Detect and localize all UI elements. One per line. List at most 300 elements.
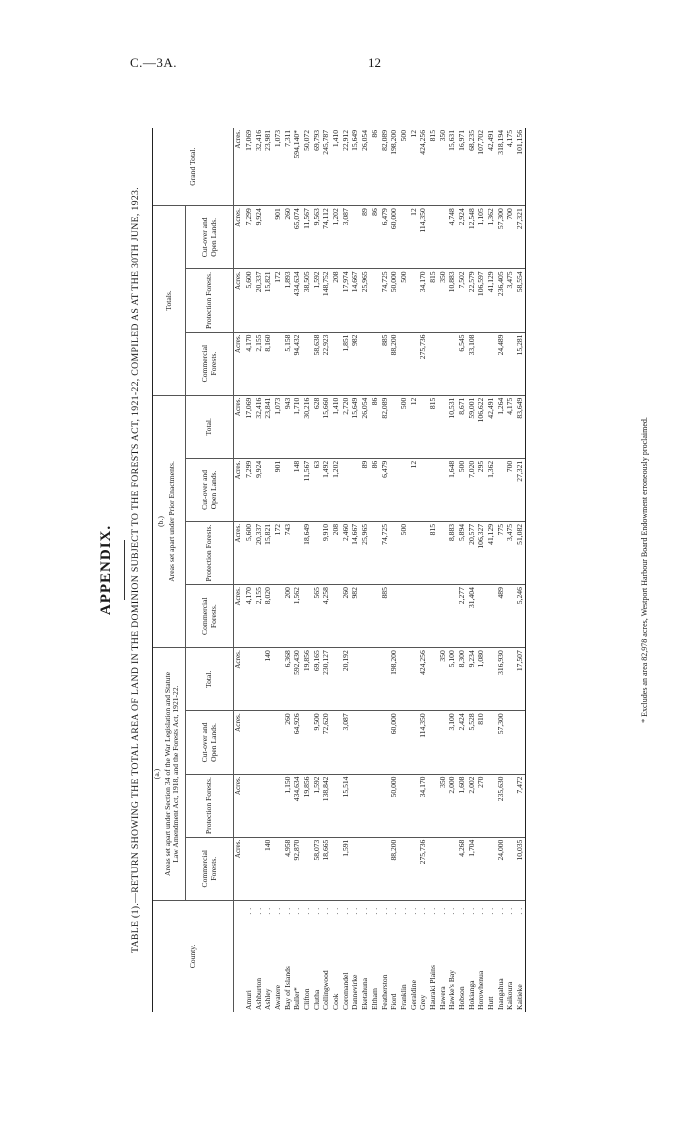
value-cell: 41,129	[486, 521, 496, 584]
col-header-commercial: Commercial Forests.	[186, 585, 234, 648]
value-cell: 9,563	[312, 206, 322, 269]
value-cell: 500	[399, 395, 409, 458]
value-cell: 208	[331, 521, 341, 584]
value-cell: 19,856	[302, 774, 312, 837]
county-cell	[438, 900, 448, 1012]
county-cell	[467, 900, 477, 1012]
value-cell: 350	[438, 269, 448, 332]
value-cell: 12,548	[467, 206, 477, 269]
value-cell: 12	[409, 395, 419, 458]
county-cell	[312, 900, 322, 1012]
value-cell	[438, 332, 448, 395]
value-cell	[505, 837, 515, 900]
value-cell: 89	[360, 458, 370, 521]
value-cell: 12	[409, 128, 419, 206]
return-table	[152, 128, 526, 1012]
leader-dots: ..	[360, 904, 370, 915]
table-row	[409, 128, 419, 1012]
value-cell	[370, 711, 380, 774]
county-name: Eketahuna	[360, 977, 370, 1010]
value-cell: 34,170	[418, 774, 428, 837]
value-cell	[263, 206, 273, 269]
units-cell: Acres.	[234, 269, 244, 332]
value-cell: 106,597	[476, 269, 486, 332]
value-cell: 350	[438, 128, 448, 206]
value-cell: 10,883	[447, 269, 457, 332]
value-cell	[428, 332, 438, 395]
units-row	[234, 128, 244, 1012]
county-cell	[283, 900, 293, 1012]
county-cell	[389, 900, 399, 1012]
value-cell: 236,405	[496, 269, 506, 332]
value-cell: 58,073	[312, 837, 322, 900]
county-cell	[244, 900, 254, 1012]
value-cell	[486, 774, 496, 837]
value-cell: 17,069	[244, 395, 254, 458]
county-name: Cook	[331, 993, 341, 1010]
value-cell: 22,923	[321, 332, 331, 395]
value-cell: 200	[283, 585, 293, 648]
value-cell	[350, 648, 360, 711]
value-cell: 25,965	[360, 521, 370, 584]
value-cell	[389, 585, 399, 648]
value-cell: 815	[428, 269, 438, 332]
units-cell: Acres.	[234, 395, 244, 458]
value-cell: 86	[370, 206, 380, 269]
value-cell	[360, 837, 370, 900]
value-cell: 500	[399, 521, 409, 584]
leader-dots: ..	[427, 904, 437, 915]
value-cell: 2,460	[341, 521, 351, 584]
value-cell: 316,930	[496, 648, 506, 711]
value-cell	[350, 206, 360, 269]
value-cell: 1,648	[447, 458, 457, 521]
value-cell: 15,821	[263, 521, 273, 584]
value-cell: 69,165	[312, 648, 322, 711]
value-cell	[505, 648, 515, 711]
value-cell: 15,281	[515, 332, 525, 395]
value-cell	[370, 837, 380, 900]
value-cell	[244, 774, 254, 837]
county-cell	[496, 900, 506, 1012]
value-cell	[331, 774, 341, 837]
value-cell: 92,870	[292, 837, 302, 900]
value-cell	[428, 648, 438, 711]
value-cell: 6,545	[457, 332, 467, 395]
value-cell	[428, 711, 438, 774]
value-cell: 434,634	[292, 269, 302, 332]
county-cell	[447, 900, 457, 1012]
value-cell: 1,410	[331, 128, 341, 206]
leader-dots: ..	[369, 904, 379, 915]
col-header-total: Total.	[186, 395, 234, 458]
value-cell: 10,035	[515, 837, 525, 900]
value-cell: 65,074	[292, 206, 302, 269]
value-cell	[418, 585, 428, 648]
units-cell: Acres.	[234, 332, 244, 395]
value-cell: 27,321	[515, 458, 525, 521]
leader-dots: ..	[340, 904, 350, 915]
county-cell	[370, 900, 380, 1012]
value-cell	[302, 585, 312, 648]
value-cell	[438, 585, 448, 648]
value-cell	[409, 332, 419, 395]
value-cell: 500	[399, 269, 409, 332]
value-cell	[273, 711, 283, 774]
value-cell: 245,787	[321, 128, 331, 206]
value-cell	[438, 711, 448, 774]
value-cell: 172	[273, 269, 283, 332]
value-cell	[263, 774, 273, 837]
value-cell: 15,660	[321, 395, 331, 458]
table-row	[428, 128, 438, 1012]
value-cell: 1,893	[283, 269, 293, 332]
value-cell	[409, 521, 419, 584]
value-cell: 17,507	[515, 648, 525, 711]
value-cell	[438, 521, 448, 584]
value-cell: 38,505	[302, 269, 312, 332]
value-cell	[302, 332, 312, 395]
table-row	[360, 128, 370, 1012]
county-cell	[350, 900, 360, 1012]
value-cell: 350	[438, 648, 448, 711]
value-cell	[273, 648, 283, 711]
value-cell: 260	[283, 206, 293, 269]
table-row	[312, 128, 322, 1012]
value-cell: 7,299	[244, 458, 254, 521]
value-cell: 89	[360, 206, 370, 269]
value-cell	[515, 711, 525, 774]
totals-header: Totals.	[153, 206, 186, 395]
value-cell: 94,432	[292, 332, 302, 395]
value-cell: 1,073	[273, 128, 283, 206]
value-cell: 106,327	[476, 521, 486, 584]
value-cell: 8,300	[457, 648, 467, 711]
value-cell: 8,020	[263, 585, 273, 648]
group-b-header	[153, 395, 186, 648]
value-cell: 230,127	[321, 648, 331, 711]
value-cell: 7,299	[244, 206, 254, 269]
value-cell: 64,926	[292, 711, 302, 774]
table-row	[331, 128, 341, 1012]
value-cell	[254, 774, 264, 837]
value-cell	[496, 458, 506, 521]
leader-dots: ..	[515, 904, 525, 915]
value-cell	[389, 395, 399, 458]
table-row	[379, 128, 389, 1012]
value-cell	[370, 521, 380, 584]
value-cell	[360, 711, 370, 774]
value-cell	[428, 585, 438, 648]
value-cell: 18,665	[321, 837, 331, 900]
value-cell: 51,082	[515, 521, 525, 584]
units-cell: Acres.	[234, 521, 244, 584]
value-cell	[399, 206, 409, 269]
value-cell: 148,752	[321, 269, 331, 332]
value-cell: 2,720	[341, 395, 351, 458]
value-cell	[389, 458, 399, 521]
value-cell: 59,001	[467, 395, 477, 458]
leader-dots: ..	[466, 904, 476, 915]
value-cell: 1,105	[476, 206, 486, 269]
value-cell: 68,235	[467, 128, 477, 206]
value-cell	[283, 458, 293, 521]
county-name: Amuri	[243, 990, 253, 1010]
value-cell: 15,649	[350, 395, 360, 458]
leader-dots: ..	[486, 904, 496, 915]
units-cell: Acres.	[234, 837, 244, 900]
value-cell: 86	[370, 395, 380, 458]
county-cell	[428, 900, 438, 1012]
leader-dots: ..	[282, 904, 292, 915]
value-cell: 26,054	[360, 128, 370, 206]
county-name: Awatere	[272, 984, 282, 1010]
value-cell: 208	[331, 269, 341, 332]
table-body	[234, 128, 526, 1012]
value-cell	[409, 774, 419, 837]
value-cell: 1,080	[476, 648, 486, 711]
value-cell: 2,155	[254, 585, 264, 648]
value-cell	[302, 711, 312, 774]
table-row	[350, 128, 360, 1012]
value-cell	[370, 648, 380, 711]
value-cell: 1,704	[467, 837, 477, 900]
county-name: Kaitieke	[515, 984, 525, 1010]
value-cell	[399, 332, 409, 395]
county-cell	[379, 900, 389, 1012]
value-cell	[341, 458, 351, 521]
value-cell: 7,311	[283, 128, 293, 206]
value-cell: 2,924	[457, 206, 467, 269]
rotated-table-sheet	[100, 120, 660, 1020]
leader-dots: ..	[495, 904, 505, 915]
value-cell	[350, 711, 360, 774]
value-cell: 3,100	[447, 711, 457, 774]
value-cell	[273, 585, 283, 648]
title-rule	[124, 540, 125, 600]
value-cell	[428, 458, 438, 521]
value-cell: 15,514	[341, 774, 351, 837]
county-name: Hobson	[457, 986, 467, 1010]
value-cell	[428, 206, 438, 269]
col-header-cutover: Cut-over and Open Lands.	[186, 458, 234, 521]
value-cell: 148	[292, 458, 302, 521]
value-cell: 1,410	[331, 395, 341, 458]
value-cell	[486, 648, 496, 711]
value-cell: 700	[505, 458, 515, 521]
table-row	[292, 128, 302, 1012]
value-cell	[399, 837, 409, 900]
value-cell	[370, 332, 380, 395]
value-cell: 57,300	[496, 206, 506, 269]
value-cell: 885	[379, 585, 389, 648]
county-name: Dannevirke	[350, 974, 360, 1010]
value-cell: 26,054	[360, 395, 370, 458]
col-header-protection: Protection Forests.	[186, 269, 234, 332]
value-cell: 3,087	[341, 206, 351, 269]
value-cell: 10,531	[447, 395, 457, 458]
table-row	[447, 128, 457, 1012]
value-cell: 700	[505, 206, 515, 269]
value-cell: 1,362	[486, 206, 496, 269]
value-cell	[447, 585, 457, 648]
table-row	[505, 128, 515, 1012]
leader-dots: ..	[253, 904, 263, 915]
county-cell	[457, 900, 467, 1012]
value-cell: 810	[476, 711, 486, 774]
value-cell: 172	[273, 521, 283, 584]
value-cell: 74,725	[379, 269, 389, 332]
table-row	[399, 128, 409, 1012]
value-cell: 88,200	[389, 837, 399, 900]
value-cell: 500	[457, 458, 467, 521]
value-cell: 60,000	[389, 206, 399, 269]
value-cell: 628	[312, 395, 322, 458]
value-cell: 424,256	[418, 128, 428, 206]
value-cell	[409, 711, 419, 774]
value-cell: 5,100	[447, 648, 457, 711]
leader-dots: ..	[321, 904, 331, 915]
value-cell	[447, 837, 457, 900]
units-cell: Acres.	[234, 585, 244, 648]
value-cell: 114,350	[418, 206, 428, 269]
value-cell	[331, 837, 341, 900]
value-cell: 5,528	[467, 711, 477, 774]
leader-dots: ..	[272, 904, 282, 915]
value-cell	[428, 774, 438, 837]
value-cell	[273, 837, 283, 900]
value-cell: 30,216	[302, 395, 312, 458]
county-name: Horowhenua	[476, 970, 486, 1010]
value-cell: 12	[409, 458, 419, 521]
group-b-title: Areas set apart under Prior Enactments.	[167, 461, 177, 582]
county-name: Collingwood	[321, 970, 331, 1010]
county-cell	[360, 900, 370, 1012]
county-name: Featherston	[379, 974, 389, 1010]
county-cell	[476, 900, 486, 1012]
leader-dots: ..	[292, 904, 302, 915]
table-row	[273, 128, 283, 1012]
leader-dots: ..	[389, 904, 399, 915]
value-cell: 4,268	[457, 837, 467, 900]
value-cell: 15,821	[263, 269, 273, 332]
value-cell: 1,073	[273, 395, 283, 458]
value-cell: 22,912	[341, 128, 351, 206]
value-cell: 5,600	[244, 269, 254, 332]
county-name: Kaikoura	[505, 981, 515, 1010]
table-row	[302, 128, 312, 1012]
value-cell: 1,710	[292, 395, 302, 458]
value-cell	[379, 774, 389, 837]
value-cell: 83,649	[515, 395, 525, 458]
value-cell: 1,592	[312, 774, 322, 837]
value-cell: 489	[496, 585, 506, 648]
value-cell: 9,234	[467, 648, 477, 711]
county-name: Hawke's Bay	[447, 970, 457, 1010]
county-cell	[292, 900, 302, 1012]
value-cell: 25,965	[360, 269, 370, 332]
value-cell: 42,491	[486, 128, 496, 206]
value-cell	[244, 648, 254, 711]
value-cell	[331, 332, 341, 395]
county-name: Hawera	[437, 986, 447, 1010]
value-cell	[360, 648, 370, 711]
value-cell: 20,337	[254, 269, 264, 332]
county-name: Fiord	[389, 993, 399, 1010]
grand-total-header: Grand Total.	[153, 128, 234, 206]
value-cell: 775	[496, 521, 506, 584]
value-cell: 4,958	[283, 837, 293, 900]
table-row	[476, 128, 486, 1012]
units-cell: Acres.	[234, 206, 244, 269]
value-cell	[418, 521, 428, 584]
value-cell: 15,631	[447, 128, 457, 206]
value-cell: 23,841	[263, 395, 273, 458]
value-cell	[331, 711, 341, 774]
value-cell: 1,264	[496, 395, 506, 458]
value-cell	[379, 711, 389, 774]
value-cell: 592,430	[292, 648, 302, 711]
leader-dots: ..	[302, 904, 312, 915]
value-cell	[505, 774, 515, 837]
value-cell: 4,170	[244, 332, 254, 395]
value-cell	[254, 648, 264, 711]
value-cell: 50,072	[302, 128, 312, 206]
value-cell	[438, 206, 448, 269]
value-cell: 2,000	[447, 774, 457, 837]
value-cell: 17,974	[341, 269, 351, 332]
value-cell: 50,000	[389, 774, 399, 837]
value-cell	[399, 774, 409, 837]
table-row	[457, 128, 467, 1012]
value-cell: 198,200	[389, 648, 399, 711]
value-cell: 2,277	[457, 585, 467, 648]
county-cell	[399, 900, 409, 1012]
value-cell: 1,608	[457, 774, 467, 837]
value-cell: 32,416	[254, 395, 264, 458]
leader-dots: ..	[263, 904, 273, 915]
value-cell	[370, 269, 380, 332]
table-caption: TABLE (1).—RETURN SHOWING THE TOTAL AREA OF LAND IN THE DOMINION SUBJECT TO THE FORESTS ACT, 1921-22, COMPILED AS AT THE 30TH JUNE, 1923.	[130, 187, 141, 953]
group-a-header	[153, 648, 186, 901]
value-cell: 88,200	[389, 332, 399, 395]
value-cell: 260	[283, 711, 293, 774]
value-cell	[273, 774, 283, 837]
value-cell: 594,140*	[292, 128, 302, 206]
col-header-protection: Protection Forests.	[186, 774, 234, 837]
value-cell: 15,649	[350, 128, 360, 206]
value-cell: 63	[312, 458, 322, 521]
table-row	[283, 128, 293, 1012]
leader-dots: ..	[437, 904, 447, 915]
value-cell: 1,492	[321, 458, 331, 521]
units-blank	[234, 900, 244, 1012]
value-cell: 1,202	[331, 206, 341, 269]
col-header-cutover: Cut-over and Open Lands.	[186, 711, 234, 774]
value-cell: 50,000	[389, 269, 399, 332]
value-cell	[438, 837, 448, 900]
value-cell: 3,087	[341, 711, 351, 774]
group-a-title: Areas set apart under Section 34 of the War Legislation and Statute Law Amendment Act, 1918, and the Forests Act, 1921-22.	[162, 672, 181, 877]
value-cell	[302, 837, 312, 900]
value-cell: 12	[409, 206, 419, 269]
value-cell	[447, 332, 457, 395]
value-cell: 19,856	[302, 648, 312, 711]
value-cell	[312, 521, 322, 584]
value-cell: 14,667	[350, 269, 360, 332]
value-cell	[399, 711, 409, 774]
value-cell: 101,156	[515, 128, 525, 206]
